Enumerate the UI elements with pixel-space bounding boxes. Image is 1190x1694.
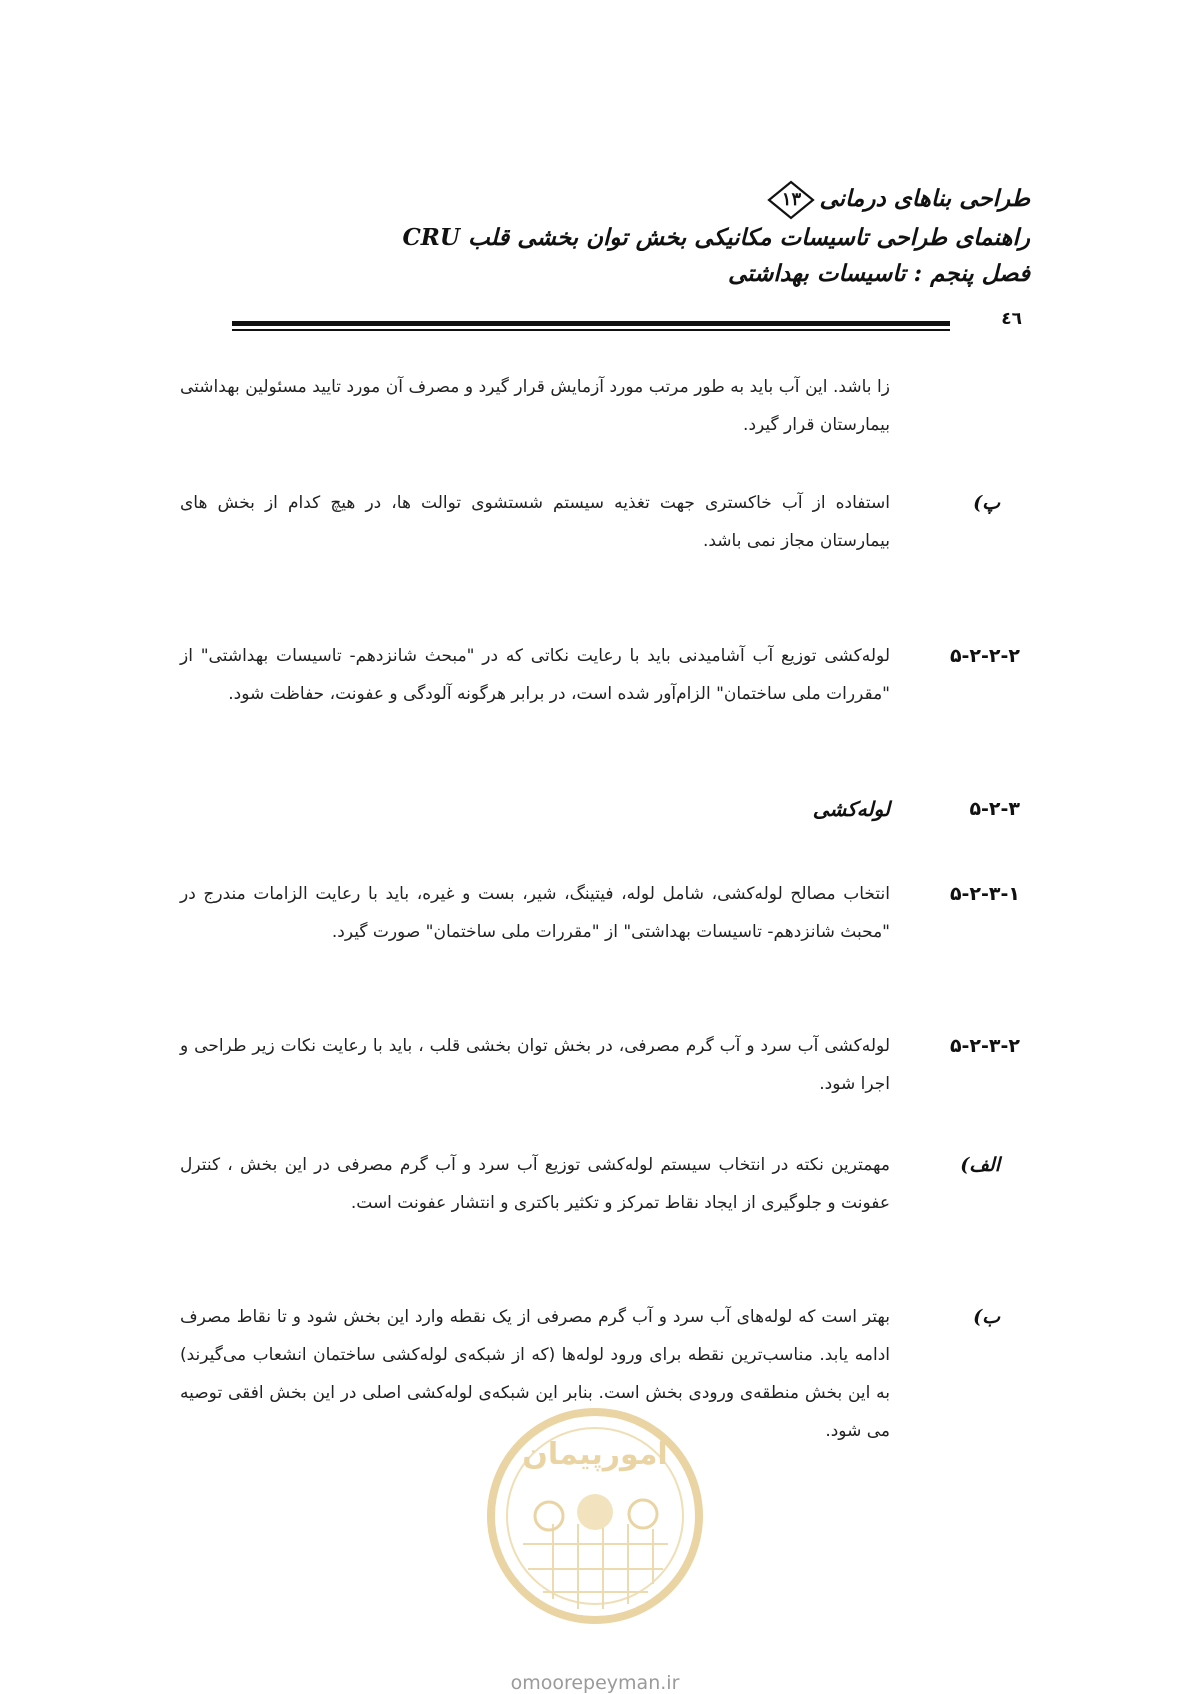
watermark-site-text: omoorepeyman.ir [510,1672,680,1694]
paragraph-text: زا باشد. این آب باید به طور مرتب مورد آزمایش قرار گیرد و مصرف آن مورد تایید مسئولین بهداشتی بیمارستان قرار گیرد. [180,377,890,435]
section-5-2-2-2 [180,637,1020,713]
section-number: ۵-۲-۳ [969,798,1020,820]
header-divider-thin [232,329,950,331]
section-5-2-3-1 [180,875,1020,951]
paragraph-text: بهتر است که لوله‌های آب سرد و آب گرم مصرفی از یک نقطه وارد این بخش شود و تا نقاط مصرف ادامه یابد. مناسب‌ترین نقطه برای ورود لوله‌ها (که از شبکه‌ی لوله‌کشی ساختمان انشعاب می‌گیرند) به این بخش منطقه‌ی ورودی بخش است. بنابر این شبکه‌ی لوله‌کشی اصلی در این بخش افقی توصیه می شود. [180,1307,890,1441]
paragraph-text: لوله‌کشی توزیع آب آشامیدنی باید با رعایت نکاتی که در "مبحث شانزدهم- تاسیسات بهداشتی" از "مقررات ملی ساختمان" الزام‌آور شده است، در برابر هرگونه آلودگی و عفونت، حفاظت شود. [180,646,890,704]
watermark-logo [483,1404,708,1629]
section-number: ۵-۲-۳-۱ [949,883,1020,905]
clause-label: ب) [973,1306,1000,1328]
section-5-2-3-2 [180,1027,1020,1103]
header-divider-thick [232,321,950,326]
paragraph-text: انتخاب مصالح لوله‌کشی، شامل لوله، فیتینگ، شیر، بست و غیره، باید با رعایت الزامات مندرج در "محبث شانزدهم- تاسیسات بهداشتی" از "مقررات ملی ساختمان" صورت گیرد. [180,884,890,942]
clause-alef [180,1146,1020,1222]
chapter-badge-number: ۱۳ [781,189,802,210]
header-series-title [330,180,1030,220]
section-heading: لوله‌کشی [812,797,890,821]
paragraph-continued [180,368,1020,444]
section-number: ۵-۲-۲-۲ [949,645,1020,667]
header-line-3: فصل پنجم : تاسیسات بهداشتی [727,260,1030,287]
chapter-badge [767,180,815,220]
paragraph-text: لوله‌کشی آب سرد و آب گرم مصرفی، در بخش توان بخشی قلب ، باید با رعایت نکات زیر طراحی و اجرا شود. [180,1036,890,1094]
header-line-1: طراحی بناهای درمانی [819,185,1030,212]
clause-p [180,484,1020,560]
watermark-site [0,1672,1190,1694]
clause-label: الف) [960,1154,1000,1176]
section-number: ۵-۲-۳-۲ [949,1035,1020,1057]
page-number: ٤٦ [1001,309,1022,329]
paragraph-text: مهمترین نکته در انتخاب سیستم لوله‌کشی توزیع آب سرد و آب گرم مصرفی در این بخش ، کنترل عفونت و جلوگیری از ایجاد نقاط تمرکز و تکثیر باکتری و انتشار عفونت است. [180,1155,890,1213]
header-line-2: راهنمای طراحی تاسیسات مکانیکی بخش توان بخشی قلب CRU [402,224,1030,251]
clause-label: پ) [973,492,1000,514]
section-5-2-3 [180,790,1020,828]
paragraph-text: استفاده از آب خاکستری جهت تغذیه سیستم شستشوی توالت ها، در هیچ کدام از بخش های بیمارستان مجاز نمی باشد. [180,493,890,551]
watermark-text: امورپیمان [522,1437,668,1472]
page-header [330,180,1030,292]
